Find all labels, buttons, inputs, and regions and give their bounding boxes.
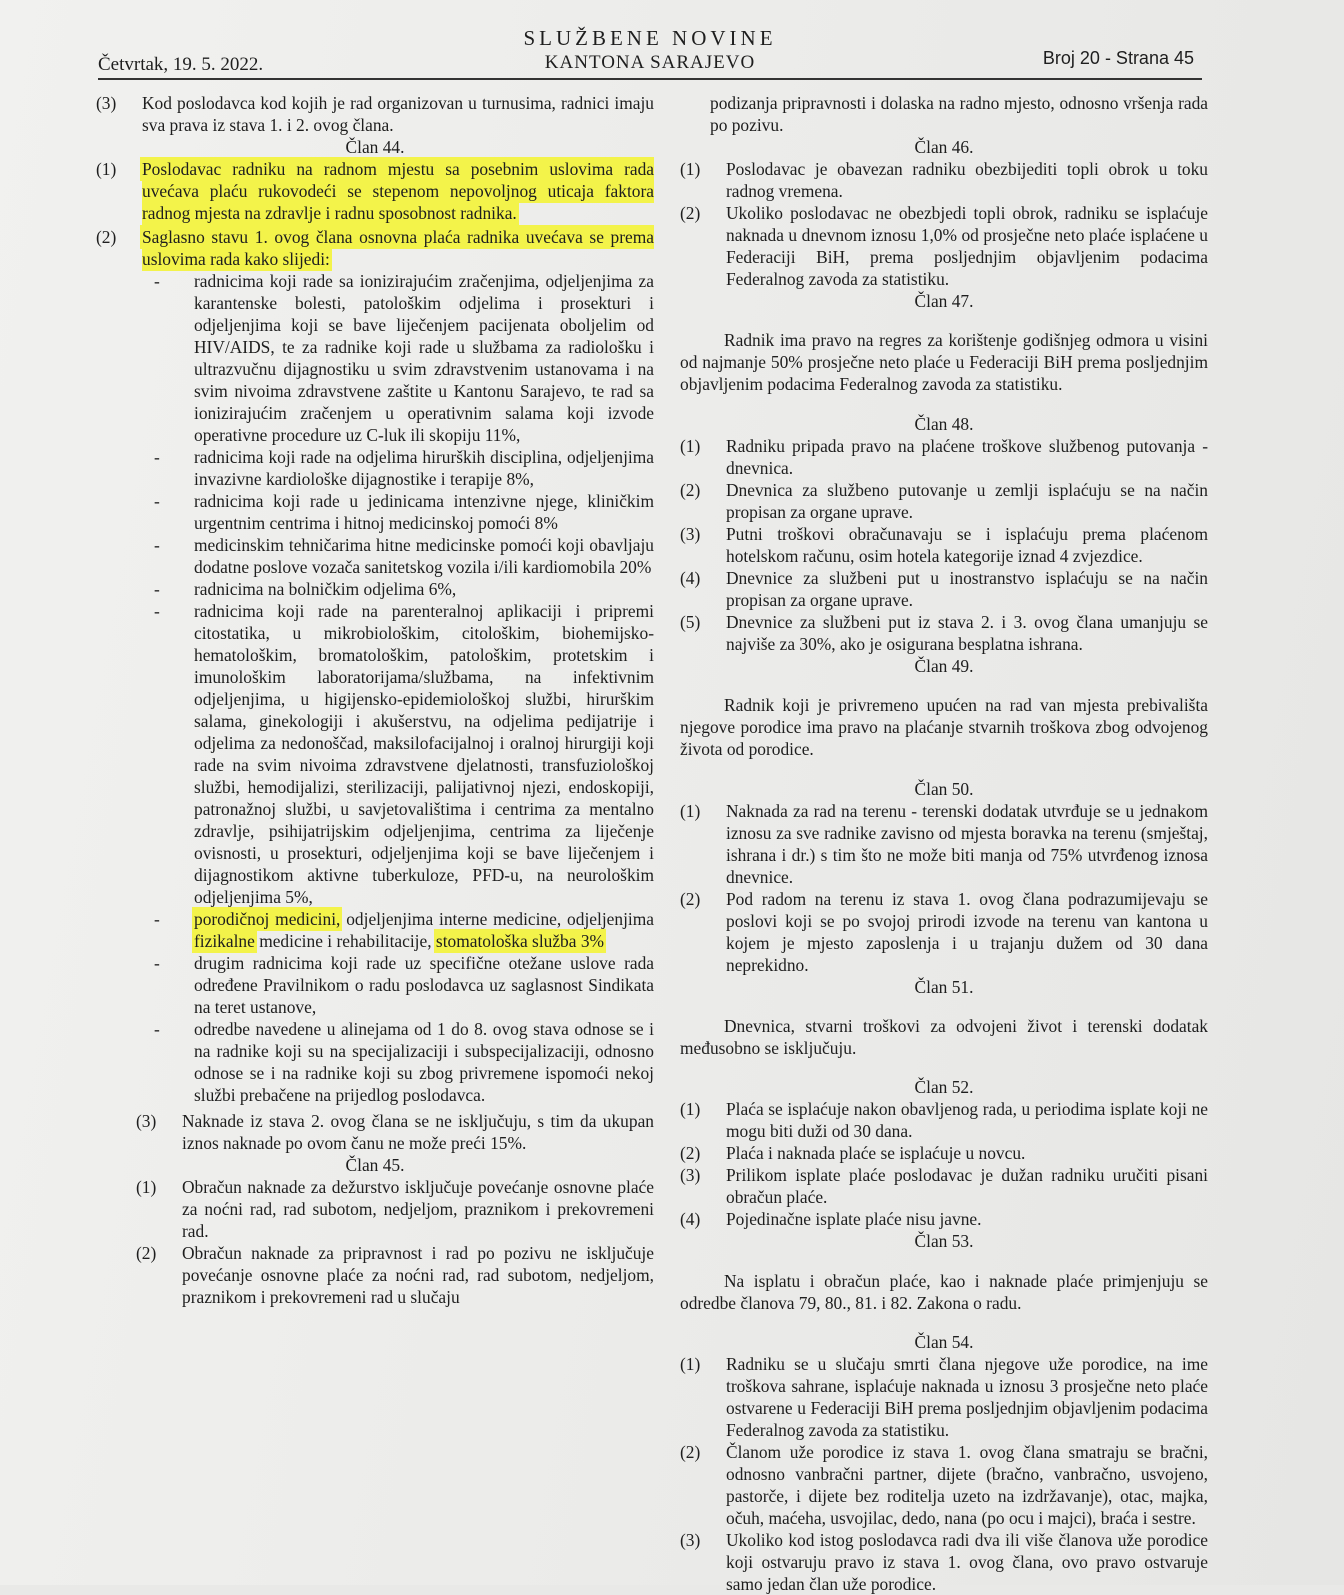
paragraph: (2) Članom uže porodice iz stava 1. ovog člana smatraju se bračni, odnosno vanbračni partner, dijete (bračno, vanbračno, usvojeno, pastorče, i dijete bez roditelja uzeto na izdržavanje), otac, majka, očuh, maćeha, usvojilac, dedo, nana (po ocu i majci), braća i sestre. <box>680 1442 1208 1529</box>
paragraph <box>96 1176 654 1242</box>
paragraph: (1) Naknada za rad na terenu - terenski dodatak utvrđuje se u jednakom iznosu za sve radnike zavisno od mjesta boravka na terenu (smještaj, ishrana i dr.) s tim što ne može biti manja od 75% utvrđenog iznosa dnevnice. <box>680 800 1208 887</box>
list-item: - porodičnoj medicini, odjeljenjima interne medicine, odjeljenjima fizikalne medicine i rehabilitacije, stomatološka služba 3% <box>154 909 654 951</box>
article-heading: Član 50. <box>914 778 974 799</box>
paragraph-number: (1) <box>136 1177 157 1197</box>
article-heading: Član 48. <box>914 413 974 434</box>
list-item: - odredbe navedene u alinejama od 1 do 8. ovog stava odnose se i na radnike koji su na specijalizaciji i subspecijalizaciji, odnosno odnose se i na radnike koji su zbog privremene ispomoći nekoj službi prebačene na prijedlog poslodavca. <box>154 1019 654 1105</box>
article-heading: Član 51. <box>914 976 974 997</box>
list-item: - medicinskim tehničarima hitne medicinske pomoći koji obavljaju dodatne poslove vozača sanitetskog vozila i/ili kardiomobila 20% <box>154 535 654 577</box>
issue-page-number: Broj 20 - Strana 45 <box>1042 48 1194 68</box>
paragraph: (1) Plaća se isplaćuje nakon obavljenog rada, u periodima isplate koji ne mogu biti duži od 30 dana. <box>680 1099 1208 1142</box>
paragraph-text: Na isplatu i obračun plaće, kao i naknade plaće primjenjuju se odredbe članova 79, 80., 81. i 82. Zakona o radu. <box>680 1270 1208 1313</box>
paragraph: (1) Radniku pripada pravo na plaćene troškove službenog putovanja - dnevnica. <box>680 435 1208 478</box>
highlighted-text: stomatološka služba 3% <box>435 931 605 951</box>
paragraph <box>96 226 654 270</box>
left-column <box>96 92 654 1308</box>
paragraph-number: (2) <box>136 1243 157 1263</box>
paragraph-number: (3) <box>136 1111 157 1131</box>
paragraph: (3) Ukoliko kod istog poslodavca radi dva ili više članova uže porodice koji ostvaruju pravo iz stava 1. ovog člana, ovo pravo ostvaruje samo jedan član uže porodice. <box>680 1530 1208 1595</box>
paragraph-number: (3) <box>96 93 117 113</box>
article-heading: Član 44. <box>345 137 405 157</box>
paragraph: (3) Prilikom isplate plaće poslodavac je dužan radniku uručiti pisani obračun plaće. <box>680 1165 1208 1208</box>
paragraph <box>680 202 1208 290</box>
article-heading: Član 49. <box>914 655 974 676</box>
article-heading: Član 52. <box>914 1077 974 1098</box>
bullet-list <box>96 270 654 1106</box>
paragraph <box>680 158 1208 202</box>
article-heading: Član 46. <box>914 137 974 157</box>
paragraph: (2) Pod radom na terenu iz stava 1. ovog člana podrazumijevaju se poslovi koji se po svojoj prirodi izvode na terenu van kantona u kojem je mjesto zaposlenja i u trajanju dužem od 30 dana neprekidno. <box>680 888 1208 975</box>
paragraph: (2) Plaća i naknada plaće se isplaćuje u novcu. <box>680 1143 1026 1164</box>
paragraph-text: Poslodavac je obavezan radniku obezbijediti topli obrok u toku radnog vremena. <box>726 159 1208 201</box>
paragraph-text: Radnik ima pravo na regres za korištenje godišnjeg odmora u visini od najmanje 50% prosječne neto plaće u Federaciji BiH prema posljednjim objavljenim podacima Federalnog zavoda za statistiku. <box>680 330 1208 395</box>
paragraph <box>96 1242 654 1308</box>
highlighted-text: fizikalne <box>194 931 255 951</box>
list-item: - radnicima koji rade sa ionizirajućim zračenjima, odjeljenjima za karantenske bolesti, patološkim odjelima i prosekturi i odjeljenjima koji se bave liječenjem pacijenata oboljelim od HIV/AIDS, te za radnike koji rade u službama za radiološku i ultrazvučnu dijagnostiku u svim zdravstvenim ustanovama i na svim nivoima zdravstvene zaštite u Kantonu Sarajevo, te rad sa ionizirajućim zračenjem u operativnim salama koji izvode operativne procedure uz C-luk ili skopiju 11%, <box>154 271 654 445</box>
paragraph-text: Obračun naknade za dežurstvo isključuje povećanje osnovne plaće za noćni rad, rad subotom, nedjeljom, praznikom i prekovremeni rad. <box>182 1177 654 1241</box>
paragraph-text: Obračun naknade za pripravnost i rad po pozivu ne isključuje povećanje osnovne plaće za noćni rad, rad subotom, nedjeljom, praznikom i prekovremeni rad u slučaju <box>182 1243 654 1307</box>
paragraph <box>96 1110 654 1154</box>
numbered-list <box>680 435 1208 655</box>
masthead <box>98 26 1202 80</box>
numbered-list <box>680 800 1208 976</box>
newspaper-title: SLUŽBENE NOVINE <box>523 26 777 50</box>
highlighted-text: Saglasno stavu 1. ovog člana osnovna plaća radnika uvećava se prema uslovima rada kako slijedi: <box>142 227 654 269</box>
numbered-list <box>680 1098 1208 1230</box>
numbered-list <box>680 1353 1208 1595</box>
list-item: - radnicima koji rade na odjelima hirurških disciplina, odjeljenjima invazivne kardiološke dijagnostike i terapije 8%, <box>154 447 654 489</box>
paragraph: (4) Pojedinačne isplate plaće nisu javne. <box>680 1209 982 1230</box>
paragraph <box>96 92 654 136</box>
paragraph-text: Dnevnica, stvarni troškovi za odvojeni život i terenski dodatak međusobno se isključuju. <box>680 1015 1208 1058</box>
paragraph-number: (2) <box>96 227 117 247</box>
article-heading: Član 53. <box>914 1231 974 1252</box>
paragraph: (2) Dnevnica za službeno putovanje u zemlji isplaćuju se na način propisan za organe uprave. <box>680 479 1208 522</box>
paragraph-text: podizanja pripravnosti i dolaska na radno mjesto, odnosno vršenja rada po pozivu. <box>710 93 1208 135</box>
paragraph-number: (1) <box>680 159 701 179</box>
paragraph: (5) Dnevnice za službeni put iz stava 2. i 3. ovog člana umanjuju se najviše za 30%, ako je osigurana besplatna ishrana. <box>680 611 1208 654</box>
issue-date: Četvrtak, 19. 5. 2022. <box>98 54 264 75</box>
paragraph: (1) Radniku se u slučaju smrti člana njegove uže porodice, na ime troškova sahrane, isplaćuje naknada u iznosu 3 prosječne neto plaće ostvarene u Federaciji BiH prema posljednjim objavljenim podacima Federalnog zavoda za statistiku. <box>680 1354 1208 1441</box>
right-column <box>680 92 1208 1595</box>
paragraph <box>96 158 654 224</box>
highlighted-text: porodičnoj medicini, <box>194 909 341 929</box>
paragraph-text: Naknade iz stava 2. ovog člana se ne isključuju, s tim da ukupan iznos naknade po ovom čanu ne može preći 15%. <box>182 1111 654 1153</box>
paragraph-number: (1) <box>96 159 117 179</box>
highlighted-text: Poslodavac radniku na radnom mjestu sa posebnim uslovima rada uvećava plaću rukovodeći se stepenom nepovoljnog uticaja faktora radnog mjesta na zdravlje i radnu sposobnost radnika. <box>142 159 654 223</box>
list-item: - radnicima koji rade na parenteralnoj aplikaciji i pripremi citostatika, u mikrobiološkim, citološkim, biohemijsko-hematološkim, bromatološkim, patološkim, protetskim i imunološkim laboratorijama/službama, na infektivnim odjeljenjima, u higijensko-epidemiološkoj službi, hirurškim salama, ginekologiji i akušerstvu, na odjelima pedijatrije i odjelima za nedonoščad, maksilofacijalnoj i oralnoj hirurgiji koji rade na svim nivoima zdravstvene djelatnosti, transfuziološkoj službi, hemodijalizi, sterilizaciji, palijativnoj njezi, endoskopiji, patronažnoj službi, u savjetovalištima i centrima za mentalno zdravlje, psihijatrijskim odjeljenjima, centrima za liječenje ovisnosti, u prosekturi, odjeljenjima koji se bave liječenjem i dijagnostikom aktivne tuberkuloze, PFD-u, na neurološkim odjeljenjima 5%, <box>154 601 654 907</box>
paragraph-number: (2) <box>680 203 701 223</box>
paragraph: (4) Dnevnice za službeni put u inostranstvo isplaćuju se na način propisan za organe uprave. <box>680 567 1208 610</box>
list-item: - radnicima koji rade u jedinicama intenzivne njege, kliničkim urgentnim centrima i hitnoj medicinskoj pomoći 8% <box>154 491 654 533</box>
paragraph-text: Ukoliko poslodavac ne obezbjedi topli obrok, radniku se isplaćuje naknada u dnevnom iznosu 1,0% od prosječne neto plaće isplaćene u Federaciji BiH, prema posljednjim objavljenim podacima Federalnog zavoda za statistiku. <box>726 203 1208 289</box>
list-item: - radnicima na bolničkim odjelima 6%, <box>154 579 457 599</box>
article-heading: Član 54. <box>914 1332 974 1353</box>
paragraph-text: Kod poslodavca kod kojih je rad organizovan u turnusima, radnici imaju sva prava iz stava 1. i 2. ovog člana. <box>142 93 654 135</box>
paragraph: (3) Putni troškovi obračunavaju se i isplaćuju prema plaćenom hotelskom računu, osim hotela kategorije iznad 4 zvjezdice. <box>680 523 1208 566</box>
list-item: - drugim radnicima koji rade uz specifične otežane uslove rada određene Pravilnikom o radu poslodavca uz saglasnost Sindikata na teret ustanove, <box>154 953 654 1017</box>
newspaper-subtitle: KANTONA SARAJEVO <box>544 52 756 73</box>
article-heading: Član 45. <box>345 1155 405 1175</box>
article-heading: Član 47. <box>914 291 974 311</box>
paragraph-text: Radnik koji je privremeno upućen na rad van mjesta prebivališta njegove porodice ima pravo na plaćanje stvarnih troškova zbog odvojenog života od porodice. <box>680 695 1208 760</box>
